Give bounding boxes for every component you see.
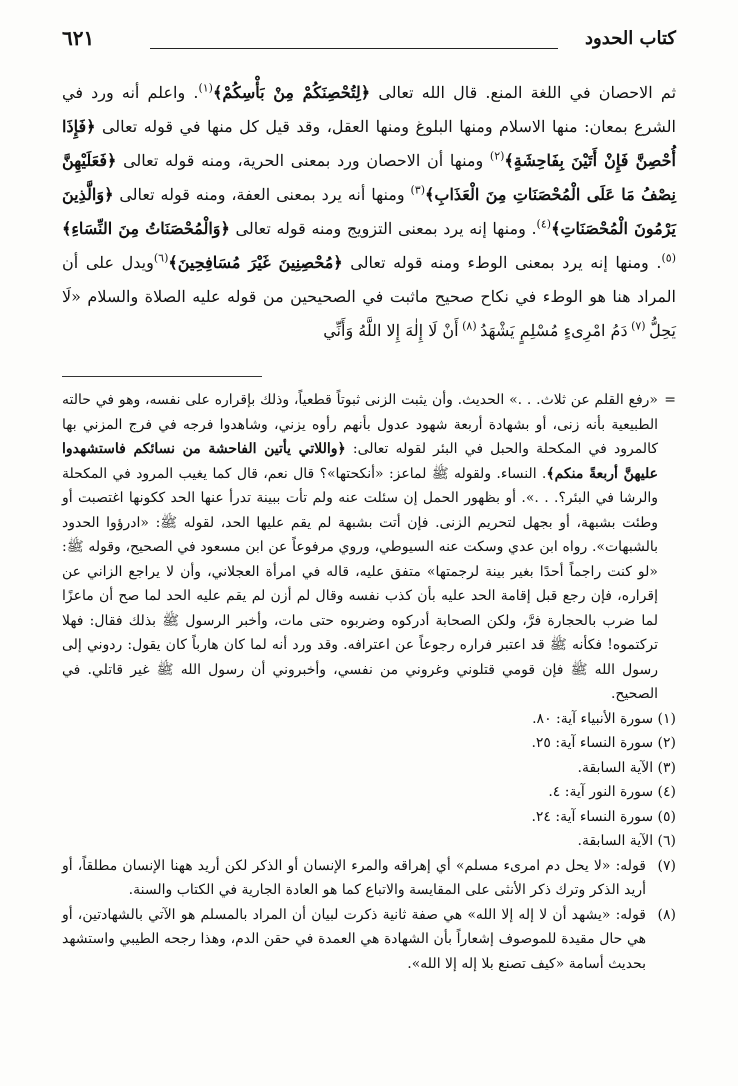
header-rule <box>150 48 558 49</box>
footnote-continuation <box>62 388 676 707</box>
footnote-text: قوله: «لا يحل دم امرىء مسلم» أي إهراقه والمرء الإنسان أو الذكر لكن أريد ههنا الإنسان مطلقاً، أو أريد الذكر وترك ذكر الأنثى على المقايسة والاتباع كما هو العادة الجارية في الكتاب والسنة. <box>62 857 646 898</box>
footnote-marker: (١) <box>198 81 213 95</box>
footnote-number: (٨) <box>657 906 676 923</box>
text-segment: . ومنها إنه يرد بمعنى التزويج ومنه قوله تعالى <box>229 219 537 238</box>
text-segment: دَمُ امْرِىءٍ مُسْلِمٍ يَشْهَدُ <box>480 321 628 340</box>
footnote-number: (٧) <box>657 857 676 874</box>
footnotes <box>62 388 676 976</box>
text-segment: ثم الاحصان في اللغة المنع. قال الله تعالى <box>370 83 677 102</box>
footnote-marker: (٣) <box>410 183 426 197</box>
footnote-item: (٤) سورة النور آية: ٤. <box>548 784 676 800</box>
text-segment: «رفع القلم عن ثلاث. . .» الحديث. وأن يثبت الزنى ثبوتاً قطعياً، وذلك بإقراره على نفسه، وهو في حالته الطبيعية بأنه زنى، أو بشهادة أربعة شهود عدول بأنهم رأوه يزني، وشاهدوا فرجه في فرج المزني بها كالمرود في المكحلة والحبل في البئر لقوله تعالى: <box>62 392 658 457</box>
footnote-7 <box>62 854 676 903</box>
text-segment: . واعلم أنه ورد في الشرع بمعان: منها الاسلام ومنها البلوغ ومنها العقل، وقد قيل كل منها في قوله تعالى <box>62 83 676 136</box>
running-title: كتاب الحدود <box>585 28 676 49</box>
footnote-8 <box>62 903 676 977</box>
continuation-marker: = <box>664 392 676 408</box>
text-segment: ومنها أنه يرد بمعنى العفة، ومنه قوله تعالى <box>113 185 411 204</box>
footnote-item: (٢) سورة النساء آية: ٢٥. <box>531 735 676 751</box>
page-header <box>62 26 676 56</box>
footnote-marker: (٢) <box>489 149 505 163</box>
footnote-text: قوله: «يشهد أن لا إله إلا الله» هي صفة ثانية ذكرت لبيان أن المراد بالمسلم هو الآتي بالشهادتين، أو هي حال مقيدة للموصوف إشعاراً بأن الشهادة هي العمدة في حقن الدم، وهذا رجحه الطيبي واستشهد بحديث أسامة «كيف تصنع بلا إله إلا الله». <box>62 906 646 972</box>
page-number: ٦٢١ <box>62 26 95 50</box>
footnote-item: (١) سورة الأنبياء آية: ٨٠. <box>532 710 676 727</box>
footnote-marker: (٥) <box>661 251 677 265</box>
text-segment: . ومنها إنه يرد بمعنى الوطء ومنه قوله تعالى <box>342 253 662 272</box>
text-segment: ويدل على أن المراد هنا هو الوطء في نكاح صحيح ماثبت في الصحيحين من قوله عليه الصلاة والسلام «لَا يَحِلُّ <box>62 253 676 340</box>
footnote-item: (٥) سورة النساء آية: ٢٤. <box>531 808 676 825</box>
text-segment: . النساء. ولقوله ﷺ لماعز: «أنكحتها»؟ قال نعم، قال كما يغيب المرود في المكحلة والرشا في البئر؟. . .». أو بظهور الحمل إن سئلت عنه ولم تأت ببينة تدرأ عنها الحد ككونها اغتصبت أو وطئت بشبهة، أو بجهل لتحريم الزنى. فإن أتت بشبهة لم يقم عليها الحد، لقوله ﷺ: «ادرؤوا الحدود بالشبهات». رواه ابن عدي وسكت عنه السيوطي، وروي مرفوعاً عن ابن مسعود في الصحيح، وقوله ﷺ: «لو كنت راجماً أحدًا بغير بينة لرجمتها» متفق عليه، قاله في امرأة العجلاني، وأن لا يراجع الزاني عن إقراره، فإن رجع قبل إقامة الحد عليه بأن كذب نفسه وقال لم أزن لم يقم عليه الحد لما صح أن ماعزًا لما ضرب بالحجارة فرَّ، ولكن الصحابة أدركوه وضربوه حتى مات، وأخبر الرسول ﷺ بذلك فقال: فهلا تركتموه! فكأنه ﷺ قد اعتبر فراره رجوعاً عن اعترافه. وقد ورد أنه لما كان هارباً كان يقول: ردوني إلى رسول الله ﷺ فإن قومي قتلوني وغروني من نفسي، وأخبروني أن رسول الله ﷺ غير قاتلي. في الصحيح. <box>62 465 658 702</box>
quran-quote: ﴿وَالَّذِينَ يَرْمُونَ الْمُحْصَنَاتِ﴾ <box>62 185 676 238</box>
quran-quote: ﴿واللاتي يأتين الفاحشة من نسائكم فاستشهدوا عليهنَّ أربعةً منكم﴾ <box>62 441 658 482</box>
footnote-item: (٣) الآية السابقة. <box>577 759 676 776</box>
quran-quote: ﴿فَعَلَيْهِنَّ نِصْفُ مَا عَلَى الْمُحْصَنَاتِ مِنَ الْعَذَابِ﴾ <box>62 151 676 204</box>
footnote-list <box>62 707 676 854</box>
footnote-item: (٦) الآية السابقة. <box>577 833 676 849</box>
text-segment: أَنْ لَا إِلٰهَ إِلا اللَّهُ وَأَنِّي <box>323 321 459 340</box>
footnote-separator <box>62 376 262 377</box>
quran-quote: ﴿فَإِذَا أُحْصِنَّ فَإِنْ أَتَيْنَ بِفَاحِشَةٍ﴾ <box>62 117 676 170</box>
quran-quote: ﴿وَالْمُحْصَنَاتُ مِنَ النِّسَاءِ﴾ <box>62 219 230 238</box>
text-segment: ومنها أن الاحصان ورد بمعنى الحرية، ومنه قوله تعالى <box>116 151 490 170</box>
main-paragraph <box>62 76 676 348</box>
footnote-marker: (٦) <box>153 251 169 265</box>
footnote-marker: (٧) <box>627 319 650 333</box>
main-text <box>62 76 676 348</box>
footnote-marker: (٨) <box>458 319 481 333</box>
footnote-marker: (٤) <box>536 217 552 231</box>
quran-quote: ﴿لِتُحْصِنَكُمْ مِنْ بَأْسِكُمْ﴾ <box>212 83 371 102</box>
quran-quote: ﴿مُحْصِنِينَ غَيْرَ مُسَافِحِينَ﴾ <box>168 253 343 272</box>
